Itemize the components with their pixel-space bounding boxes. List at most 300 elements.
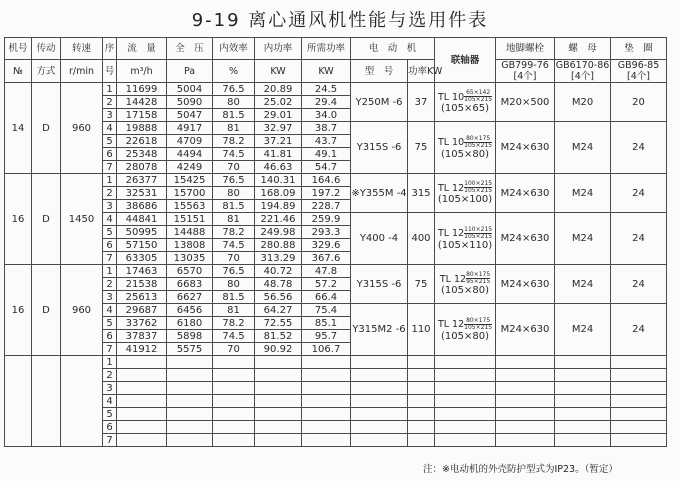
flow-cell: 63305 <box>117 252 167 265</box>
empty-cell <box>611 382 667 395</box>
coupling-cell <box>435 174 496 213</box>
flow-cell <box>117 421 167 434</box>
internal-power-cell <box>255 434 302 447</box>
internal-power-cell <box>255 395 302 408</box>
motor-power-cell: 400 <box>408 213 435 265</box>
efficiency-cell: 74.5 <box>213 330 255 343</box>
coupling-type: TL 12 <box>437 319 465 330</box>
required-power-cell: 228.7 <box>302 200 351 213</box>
header-machine-no-unit: № <box>5 60 32 83</box>
header-nut-std: GB6170-86 [4个] <box>555 60 610 82</box>
required-power-cell <box>302 395 351 408</box>
efficiency-cell: 70 <box>213 252 255 265</box>
seq-cell: 1 <box>103 356 117 369</box>
seq-cell: 1 <box>103 174 117 187</box>
seq-cell: 5 <box>103 408 117 421</box>
seq-cell: 6 <box>103 148 117 161</box>
coupling-fraction-bottom: 105×215 <box>464 96 493 103</box>
header-pressure: 全 压 <box>167 38 213 60</box>
header-drive-unit: 方式 <box>32 60 61 83</box>
pressure-cell <box>167 395 213 408</box>
required-power-cell <box>302 434 351 447</box>
table-row <box>5 408 667 421</box>
empty-cell <box>611 369 667 382</box>
empty-cell <box>496 408 555 421</box>
nut-cell: M24 <box>555 265 611 304</box>
coupling-fraction <box>464 90 492 103</box>
header-efficiency: 内效率 <box>213 38 255 60</box>
internal-power-cell <box>255 421 302 434</box>
efficiency-cell: 81 <box>213 213 255 226</box>
internal-power-cell: 249.98 <box>255 226 302 239</box>
seq-cell: 7 <box>103 343 117 356</box>
seq-cell: 5 <box>103 135 117 148</box>
machine-no-cell: 16 <box>5 174 32 265</box>
motor-model-cell: Y250M -6 <box>351 83 408 122</box>
flow-cell: 14428 <box>117 96 167 109</box>
coupling-fraction-top: 65×142 <box>466 89 491 96</box>
speed-cell: 960 <box>61 83 103 174</box>
coupling-cell <box>435 213 496 265</box>
seq-cell: 6 <box>103 330 117 343</box>
header-internal-power: 内功率 <box>255 38 302 60</box>
coupling-fraction-bottom: 105×215 <box>464 187 493 194</box>
pressure-cell: 15563 <box>167 200 213 213</box>
pressure-cell: 4709 <box>167 135 213 148</box>
table-row <box>5 421 667 434</box>
footnote: 注：※电动机的外壳防护型式为IP23。（暂定） <box>423 464 618 475</box>
empty-cell <box>555 369 611 382</box>
efficiency-cell <box>213 382 255 395</box>
internal-power-cell: 221.46 <box>255 213 302 226</box>
internal-power-cell: 140.31 <box>255 174 302 187</box>
nut-cell: M20 <box>555 83 611 122</box>
pressure-cell <box>167 408 213 421</box>
flow-cell: 50995 <box>117 226 167 239</box>
table-row <box>5 356 667 369</box>
seq-cell: 1 <box>103 83 117 96</box>
pressure-cell <box>167 434 213 447</box>
coupling-size: (105×100) <box>437 194 493 205</box>
header-washer-std: GB96-85 [4个] <box>611 60 667 83</box>
motor-power-cell: 110 <box>408 304 435 356</box>
header-coupling: 联轴器 <box>435 38 496 83</box>
required-power-cell: 47.8 <box>302 265 351 278</box>
coupling-fraction-top: 80×175 <box>466 316 491 324</box>
seq-cell: 2 <box>103 369 117 382</box>
bolt-cell: M24×630 <box>496 122 555 174</box>
internal-power-cell: 64.27 <box>255 304 302 317</box>
coupling-fraction <box>464 181 492 194</box>
efficiency-cell: 78.2 <box>213 226 255 239</box>
flow-cell <box>117 434 167 447</box>
efficiency-cell <box>213 408 255 421</box>
seq-cell: 6 <box>103 421 117 434</box>
seq-cell: 2 <box>103 187 117 200</box>
flow-cell: 38686 <box>117 200 167 213</box>
header-motor-power: 功率KW <box>408 60 435 83</box>
internal-power-cell: 313.29 <box>255 252 302 265</box>
pressure-cell: 14488 <box>167 226 213 239</box>
bolt-cell: M24×630 <box>496 304 555 356</box>
coupling-cell <box>435 83 496 122</box>
machine-no-cell: 14 <box>5 83 32 174</box>
motor-power-cell: 315 <box>408 174 435 213</box>
bolt-cell: M24×630 <box>496 265 555 304</box>
empty-cell <box>555 434 611 447</box>
required-power-cell: 164.6 <box>302 174 351 187</box>
header-efficiency-unit: % <box>213 60 255 83</box>
coupling-fraction <box>464 136 492 149</box>
machine-no-cell <box>5 356 32 447</box>
required-power-cell: 95.7 <box>302 330 351 343</box>
required-power-cell: 197.2 <box>302 187 351 200</box>
coupling-fraction-bottom: 105×215 <box>464 141 493 149</box>
coupling-size: (105×80) <box>441 285 490 296</box>
header-seq: 序 <box>103 38 117 60</box>
internal-power-cell: 41.81 <box>255 148 302 161</box>
required-power-cell: 49.1 <box>302 148 351 161</box>
required-power-cell: 66.4 <box>302 291 351 304</box>
pressure-cell: 5004 <box>167 83 213 96</box>
empty-cell <box>351 356 408 369</box>
nut-cell: M24 <box>555 174 611 213</box>
empty-cell <box>555 421 611 434</box>
empty-cell <box>435 434 496 447</box>
flow-cell <box>117 369 167 382</box>
required-power-cell: 75.4 <box>302 304 351 317</box>
empty-cell <box>435 421 496 434</box>
pressure-cell: 13035 <box>167 252 213 265</box>
empty-cell <box>435 356 496 369</box>
internal-power-cell: 40.72 <box>255 265 302 278</box>
motor-model-cell: ※Y355M -4 <box>351 174 408 213</box>
internal-power-cell: 48.78 <box>255 278 302 291</box>
speed-cell: 1450 <box>61 174 103 265</box>
efficiency-cell: 80 <box>213 96 255 109</box>
nut-cell: M24 <box>555 304 611 356</box>
internal-power-cell <box>255 408 302 421</box>
internal-power-cell: 81.52 <box>255 330 302 343</box>
empty-cell <box>408 421 435 434</box>
empty-cell <box>496 395 555 408</box>
header-motor: 电 动 机 <box>351 38 435 60</box>
flow-cell: 17158 <box>117 109 167 122</box>
seq-cell: 3 <box>103 291 117 304</box>
empty-cell <box>351 369 408 382</box>
efficiency-cell: 76.5 <box>213 83 255 96</box>
internal-power-cell: 90.92 <box>255 343 302 356</box>
empty-cell <box>555 356 611 369</box>
empty-cell <box>408 408 435 421</box>
flow-cell: 25613 <box>117 291 167 304</box>
pressure-cell: 6683 <box>167 278 213 291</box>
empty-cell <box>496 382 555 395</box>
header-motor-model: 型 号 <box>351 60 408 83</box>
pressure-cell: 6627 <box>167 291 213 304</box>
internal-power-cell: 280.88 <box>255 239 302 252</box>
required-power-cell: 38.7 <box>302 122 351 135</box>
flow-cell: 37837 <box>117 330 167 343</box>
coupling-type: TL 12 <box>437 228 465 239</box>
flow-cell: 57150 <box>117 239 167 252</box>
coupling-size: (105×80) <box>441 330 490 342</box>
header-flow-unit: m³/h <box>117 60 167 83</box>
required-power-cell: 293.3 <box>302 226 351 239</box>
required-power-cell: 57.2 <box>302 278 351 291</box>
header-machine-no: 机号 <box>5 38 32 60</box>
coupling-fraction-bottom: 105×215 <box>464 232 493 240</box>
seq-cell: 7 <box>103 161 117 174</box>
required-power-cell: 43.7 <box>302 135 351 148</box>
pressure-cell: 4917 <box>167 122 213 135</box>
empty-cell <box>351 408 408 421</box>
header-internal-power-unit: KW <box>255 60 302 83</box>
table-row <box>5 83 667 96</box>
coupling-fraction <box>464 318 492 331</box>
empty-cell <box>351 421 408 434</box>
coupling-cell <box>435 265 496 304</box>
seq-cell: 4 <box>103 304 117 317</box>
empty-cell <box>408 395 435 408</box>
empty-cell <box>611 421 667 434</box>
pressure-cell: 15425 <box>167 174 213 187</box>
empty-cell <box>435 408 496 421</box>
header-row-1 <box>5 38 667 60</box>
header-drive: 传动 <box>32 38 61 60</box>
table-row <box>5 382 667 395</box>
efficiency-cell: 74.5 <box>213 148 255 161</box>
empty-cell <box>496 434 555 447</box>
flow-cell: 28078 <box>117 161 167 174</box>
empty-cell <box>435 395 496 408</box>
coupling-fraction <box>466 272 490 285</box>
pressure-cell: 6570 <box>167 265 213 278</box>
seq-cell: 7 <box>103 252 117 265</box>
header-seq-unit: 号 <box>103 60 117 83</box>
seq-cell: 3 <box>103 382 117 395</box>
flow-cell: 29687 <box>117 304 167 317</box>
efficiency-cell: 78.2 <box>213 135 255 148</box>
machine-no-cell: 16 <box>5 265 32 356</box>
internal-power-cell: 46.63 <box>255 161 302 174</box>
header-speed-unit: r/min <box>61 60 103 83</box>
internal-power-cell: 20.89 <box>255 83 302 96</box>
flow-cell: 41912 <box>117 343 167 356</box>
header-washer: 垫 圈 <box>611 38 667 60</box>
coupling-size: (105×80) <box>441 148 490 160</box>
pressure-cell: 6180 <box>167 317 213 330</box>
efficiency-cell: 80 <box>213 187 255 200</box>
nut-cell: M24 <box>555 122 611 174</box>
pressure-cell: 15151 <box>167 213 213 226</box>
flow-cell: 22618 <box>117 135 167 148</box>
pressure-cell: 4249 <box>167 161 213 174</box>
coupling-type: TL 10 <box>437 91 465 103</box>
drive-cell: D <box>32 174 61 265</box>
header-speed: 转速 <box>61 38 103 60</box>
internal-power-cell: 29.01 <box>255 109 302 122</box>
required-power-cell: 329.6 <box>302 239 351 252</box>
header-nut: 螺 母 <box>555 38 611 60</box>
coupling-cell <box>435 304 496 356</box>
coupling-size: (105×65) <box>441 103 490 114</box>
seq-cell: 1 <box>103 265 117 278</box>
empty-cell <box>496 356 555 369</box>
seq-cell: 6 <box>103 239 117 252</box>
header-pressure-unit: Pa <box>167 60 213 83</box>
coupling-fraction-top: 110×215 <box>464 225 493 233</box>
efficiency-cell: 81.5 <box>213 109 255 122</box>
seq-cell: 7 <box>103 434 117 447</box>
required-power-cell <box>302 356 351 369</box>
header-flow: 流 量 <box>117 38 167 60</box>
motor-power-cell: 75 <box>408 265 435 304</box>
empty-cell <box>611 356 667 369</box>
coupling-cell <box>435 122 496 174</box>
nut-cell: M24 <box>555 213 611 265</box>
flow-cell: 32531 <box>117 187 167 200</box>
seq-cell: 2 <box>103 278 117 291</box>
page-title: 9-19 离心通风机性能与选用件表 <box>191 10 489 31</box>
efficiency-cell: 76.5 <box>213 174 255 187</box>
header-bolt-std: GB799-76 [4个] <box>496 60 555 83</box>
required-power-cell: 85.1 <box>302 317 351 330</box>
washer-cell: 24 <box>611 304 667 356</box>
flow-cell: 21538 <box>117 278 167 291</box>
efficiency-cell: 81.5 <box>213 291 255 304</box>
empty-cell <box>555 395 611 408</box>
bolt-cell: M24×630 <box>496 174 555 213</box>
required-power-cell: 259.9 <box>302 213 351 226</box>
efficiency-cell: 74.5 <box>213 239 255 252</box>
internal-power-cell <box>255 382 302 395</box>
internal-power-cell: 37.21 <box>255 135 302 148</box>
internal-power-cell: 194.89 <box>255 200 302 213</box>
empty-cell <box>496 369 555 382</box>
efficiency-cell <box>213 421 255 434</box>
motor-model-cell: Y400 -4 <box>351 213 408 265</box>
required-power-cell: 367.6 <box>302 252 351 265</box>
drive-cell: D <box>32 265 61 356</box>
flow-cell: 33762 <box>117 317 167 330</box>
efficiency-cell: 78.2 <box>213 317 255 330</box>
motor-model-cell: Y315S -6 <box>351 265 408 304</box>
empty-cell <box>408 369 435 382</box>
required-power-cell: 34.0 <box>302 109 351 122</box>
washer-cell: 24 <box>611 174 667 213</box>
seq-cell: 2 <box>103 96 117 109</box>
seq-cell: 4 <box>103 122 117 135</box>
flow-cell: 17463 <box>117 265 167 278</box>
coupling-fraction-top: 100×215 <box>464 180 493 187</box>
washer-cell: 24 <box>611 213 667 265</box>
speed-cell <box>61 356 103 447</box>
fan-performance-table <box>4 37 667 447</box>
required-power-cell <box>302 421 351 434</box>
table-row <box>5 434 667 447</box>
header-required-power: 所需功率 <box>302 38 351 60</box>
empty-cell <box>351 395 408 408</box>
table-row <box>5 122 667 135</box>
pressure-cell: 5898 <box>167 330 213 343</box>
internal-power-cell: 25.02 <box>255 96 302 109</box>
motor-power-cell: 37 <box>408 83 435 122</box>
speed-cell: 960 <box>61 265 103 356</box>
empty-cell <box>555 382 611 395</box>
pressure-cell: 13808 <box>167 239 213 252</box>
motor-power-cell: 75 <box>408 122 435 174</box>
bolt-cell: M20×500 <box>496 83 555 122</box>
empty-cell <box>435 369 496 382</box>
empty-cell <box>496 421 555 434</box>
empty-cell <box>351 382 408 395</box>
empty-cell <box>408 434 435 447</box>
internal-power-cell: 168.09 <box>255 187 302 200</box>
coupling-type: TL 10 <box>437 137 465 148</box>
empty-cell <box>351 434 408 447</box>
drive-cell: D <box>32 83 61 174</box>
flow-cell: 25348 <box>117 148 167 161</box>
pressure-cell: 4494 <box>167 148 213 161</box>
seq-cell: 3 <box>103 109 117 122</box>
flow-cell: 19888 <box>117 122 167 135</box>
empty-cell <box>611 434 667 447</box>
motor-model-cell: Y315M2 -6 <box>351 304 408 356</box>
efficiency-cell: 81 <box>213 304 255 317</box>
pressure-cell <box>167 421 213 434</box>
coupling-fraction-bottom: 105×215 <box>464 323 493 331</box>
flow-cell <box>117 395 167 408</box>
seq-cell: 4 <box>103 395 117 408</box>
pressure-cell <box>167 356 213 369</box>
coupling-fraction-top: 80×175 <box>466 271 491 278</box>
efficiency-cell: 70 <box>213 161 255 174</box>
efficiency-cell: 70 <box>213 343 255 356</box>
required-power-cell: 24.5 <box>302 83 351 96</box>
empty-cell <box>408 356 435 369</box>
required-power-cell: 54.7 <box>302 161 351 174</box>
pressure-cell <box>167 382 213 395</box>
coupling-fraction <box>464 227 492 240</box>
seq-cell: 5 <box>103 317 117 330</box>
pressure-cell: 15700 <box>167 187 213 200</box>
required-power-cell <box>302 408 351 421</box>
efficiency-cell: 80 <box>213 278 255 291</box>
pressure-cell: 6456 <box>167 304 213 317</box>
coupling-size: (105×110) <box>437 239 493 251</box>
table-row <box>5 395 667 408</box>
coupling-fraction-top: 80×175 <box>466 134 491 142</box>
internal-power-cell <box>255 369 302 382</box>
table-row <box>5 304 667 317</box>
washer-cell: 24 <box>611 122 667 174</box>
internal-power-cell: 56.56 <box>255 291 302 304</box>
seq-cell: 5 <box>103 226 117 239</box>
efficiency-cell: 76.5 <box>213 265 255 278</box>
efficiency-cell: 81.5 <box>213 200 255 213</box>
efficiency-cell <box>213 395 255 408</box>
pressure-cell: 5090 <box>167 96 213 109</box>
flow-cell: 44841 <box>117 213 167 226</box>
flow-cell <box>117 382 167 395</box>
empty-cell <box>611 408 667 421</box>
empty-cell <box>611 395 667 408</box>
empty-cell <box>408 382 435 395</box>
table-row <box>5 174 667 187</box>
flow-cell: 26377 <box>117 174 167 187</box>
seq-cell: 4 <box>103 213 117 226</box>
